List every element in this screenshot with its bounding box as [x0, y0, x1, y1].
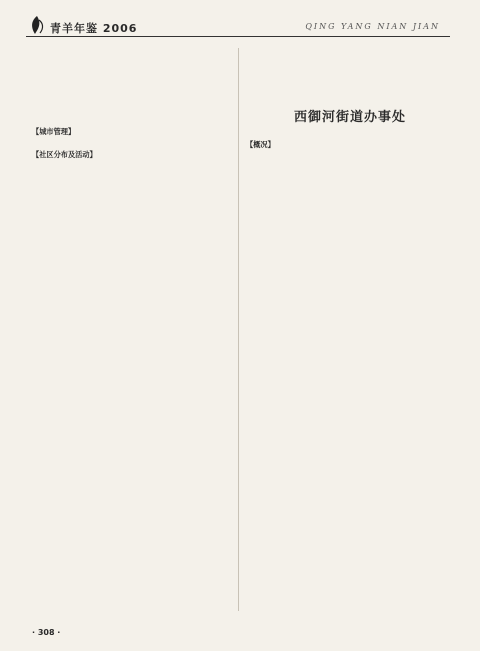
body-paragraph: [32, 102, 240, 115]
section-urban-management: [32, 126, 240, 139]
body-paragraph: [246, 62, 454, 75]
running-header-pinyin: QING YANG NIAN JIAN: [305, 22, 440, 31]
right-column: [246, 48, 454, 611]
section-title: 西御河街道办事处: [293, 109, 406, 125]
page-number: · 308 ·: [32, 628, 61, 637]
section-overview: [246, 139, 454, 152]
section-tag: 【社区分布及活动】: [32, 150, 97, 159]
page-header: [0, 0, 480, 40]
section-tag: 【城市管理】: [32, 126, 76, 136]
section-community-distribution: [32, 149, 240, 162]
body-paragraph: [32, 62, 240, 75]
yearbook-logo-icon: [26, 14, 48, 36]
body-paragraph: [32, 75, 240, 88]
body-paragraph: [246, 75, 454, 88]
body-paragraph: [246, 48, 454, 61]
body-paragraph: [32, 89, 240, 102]
section-tag: 【概况】: [246, 139, 275, 149]
left-column: [32, 48, 240, 611]
body-paragraph: [32, 48, 240, 61]
header-rule: [26, 36, 450, 37]
body-paragraph: [246, 166, 454, 179]
body-paragraph: [246, 152, 454, 165]
running-header-title: 青羊年鉴 2006: [50, 22, 138, 35]
